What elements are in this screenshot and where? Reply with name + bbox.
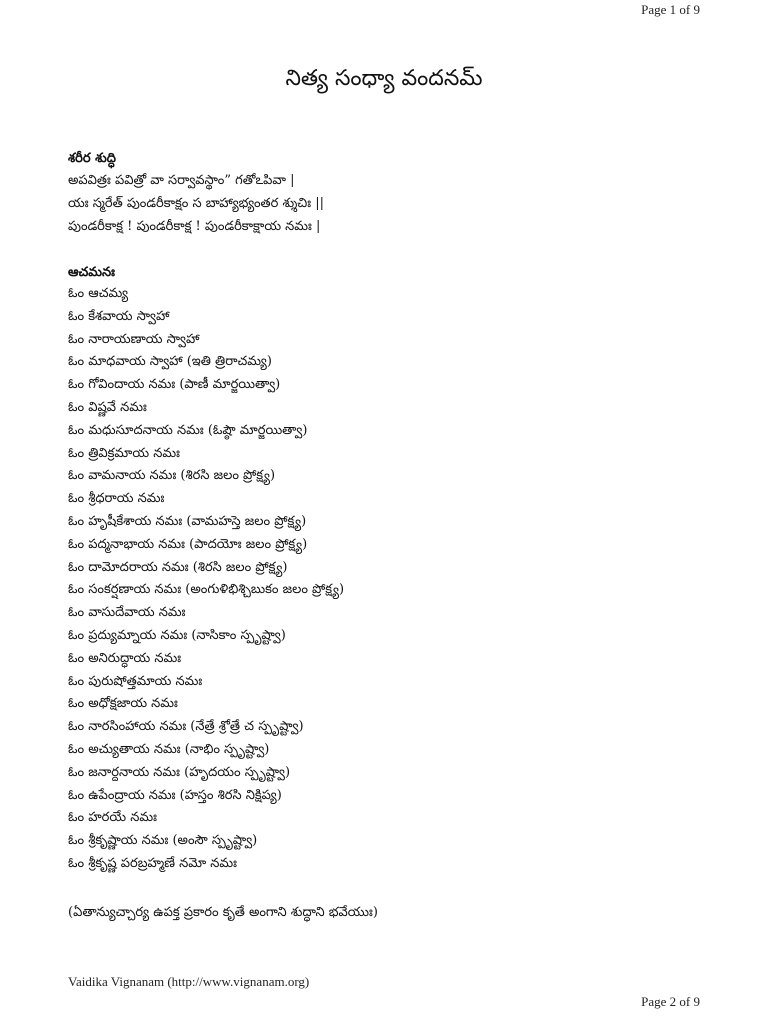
mantra-line: ఓం వాసుదేవాయ నమః	[68, 605, 186, 621]
mantra-line: ఓం హరయే నమః	[68, 810, 157, 826]
mantra-line: ఓం శ్రీధరాయ నమః	[68, 491, 165, 507]
mantra-line: ఓం శ్రీకృష్ణ పరబ్రహ్మణే నమో నమః	[68, 855, 237, 871]
section-heading: ఆచమనః	[68, 265, 115, 280]
mantra-line: ఓం పద్మనాభాయ నమః (పాదయోః జలం ప్రోక్ష్య)	[68, 536, 308, 552]
mantra-line: ఓం ప్రద్యుమ్నాయ నమః (నాసికాం స్పృష్ట్వా)	[68, 627, 286, 643]
mantra-line: ఓం మధుసూదనాయ నమః (ఓష్ఠౌ మార్జయిత్వా)	[68, 422, 308, 438]
closing-note: (ఏతాన్యుచ్చార్య ఉపక్త ప్రకారం కృతే అంగాని శుద్ధాని భవేయుః)	[68, 904, 378, 920]
mantra-line: ఓం అచ్యుతాయ నమః (నాభిం స్పృష్ట్వా)	[68, 741, 270, 757]
page-title: నిత్య సంధ్యా వందనమ్	[285, 66, 483, 91]
mantra-line: ఓం ఉపేంద్రాయ నమః (హస్తం శిరసి నిక్షిప్య)	[68, 787, 282, 803]
mantra-line: ఓం సంకర్షణాయ నమః (అంగుళిభిశ్చిబుకం జలం ప్రోక్ష్య)	[68, 582, 345, 598]
mantra-line: ఓం వామనాయ నమః (శిరసి జలం ప్రోక్ష్య)	[68, 468, 276, 484]
mantra-line: ఓం త్రివిక్రమాయ నమః	[68, 445, 180, 461]
verse-line: యః స్మరేత్ పుండరీకాక్షం స బాహ్యాభ్యంతర శ్శుచిః ||	[68, 196, 325, 211]
mantra-line: ఓం గోవిందాయ నమః (పాణీ మార్జయిత్వా)	[68, 377, 281, 393]
section-heading: శరీర శుద్ధి	[68, 151, 116, 166]
mantra-line: ఓం దామోదరాయ నమః (శిరసి జలం ప్రోక్ష్య)	[68, 559, 288, 575]
mantra-line: ఓం శ్రీకృష్ణాయ నమః (అంసౌ స్పృష్ట్వా)	[68, 833, 258, 849]
source-credit: Vaidika Vignanam (http://www.vignanam.org)	[68, 974, 310, 989]
verse-line: అపవిత్రః పవిత్రో వా సర్వావస్థాం” గతోఽపివా |	[68, 173, 295, 188]
mantra-line: ఓం ఆచమ్య	[68, 286, 129, 301]
section-achamanam	[68, 264, 708, 876]
document-body	[68, 150, 708, 937]
mantra-line: ఓం హృషీకేశాయ నమః (వామహస్తె జలం ప్రోక్ష్య)	[68, 513, 307, 529]
page-indicator: Page 1 of 9	[641, 2, 700, 17]
mantra-line: ఓం మాధవాయ స్వాహా (ఇతి త్రిరాచమ్య)	[68, 354, 272, 370]
mantra-line: ఓం అధోక్షజాయ నమః	[68, 696, 178, 712]
mantra-line: ఓం కేశవాయ స్వాహా	[68, 308, 170, 324]
mantra-line: ఓం పురుషోత్తమాయ నమః	[68, 673, 203, 689]
mantra-line: ఓం జనార్దనాయ నమః (హృదయం స్పృష్ట్వా)	[68, 764, 291, 780]
next-page-indicator: Page 2 of 9	[641, 994, 700, 1009]
mantra-line: ఓం నారాయణాయ స్వాహా	[68, 331, 200, 347]
mantra-line: ఓం అనిరుద్ధాయ నమః	[68, 650, 182, 666]
verse-line: పుండరీకాక్ష ! పుండరీకాక్ష ! పుండరీకాక్షాయ నమః |	[68, 219, 321, 234]
mantra-line: ఓం విష్ణవే నమః	[68, 399, 147, 415]
mantra-line: ఓం నారసింహాయ నమః (నేత్రే శ్రోత్రే చ స్పృష్ట్వా)	[68, 719, 304, 735]
section-sharira-shuddhi	[68, 150, 708, 238]
